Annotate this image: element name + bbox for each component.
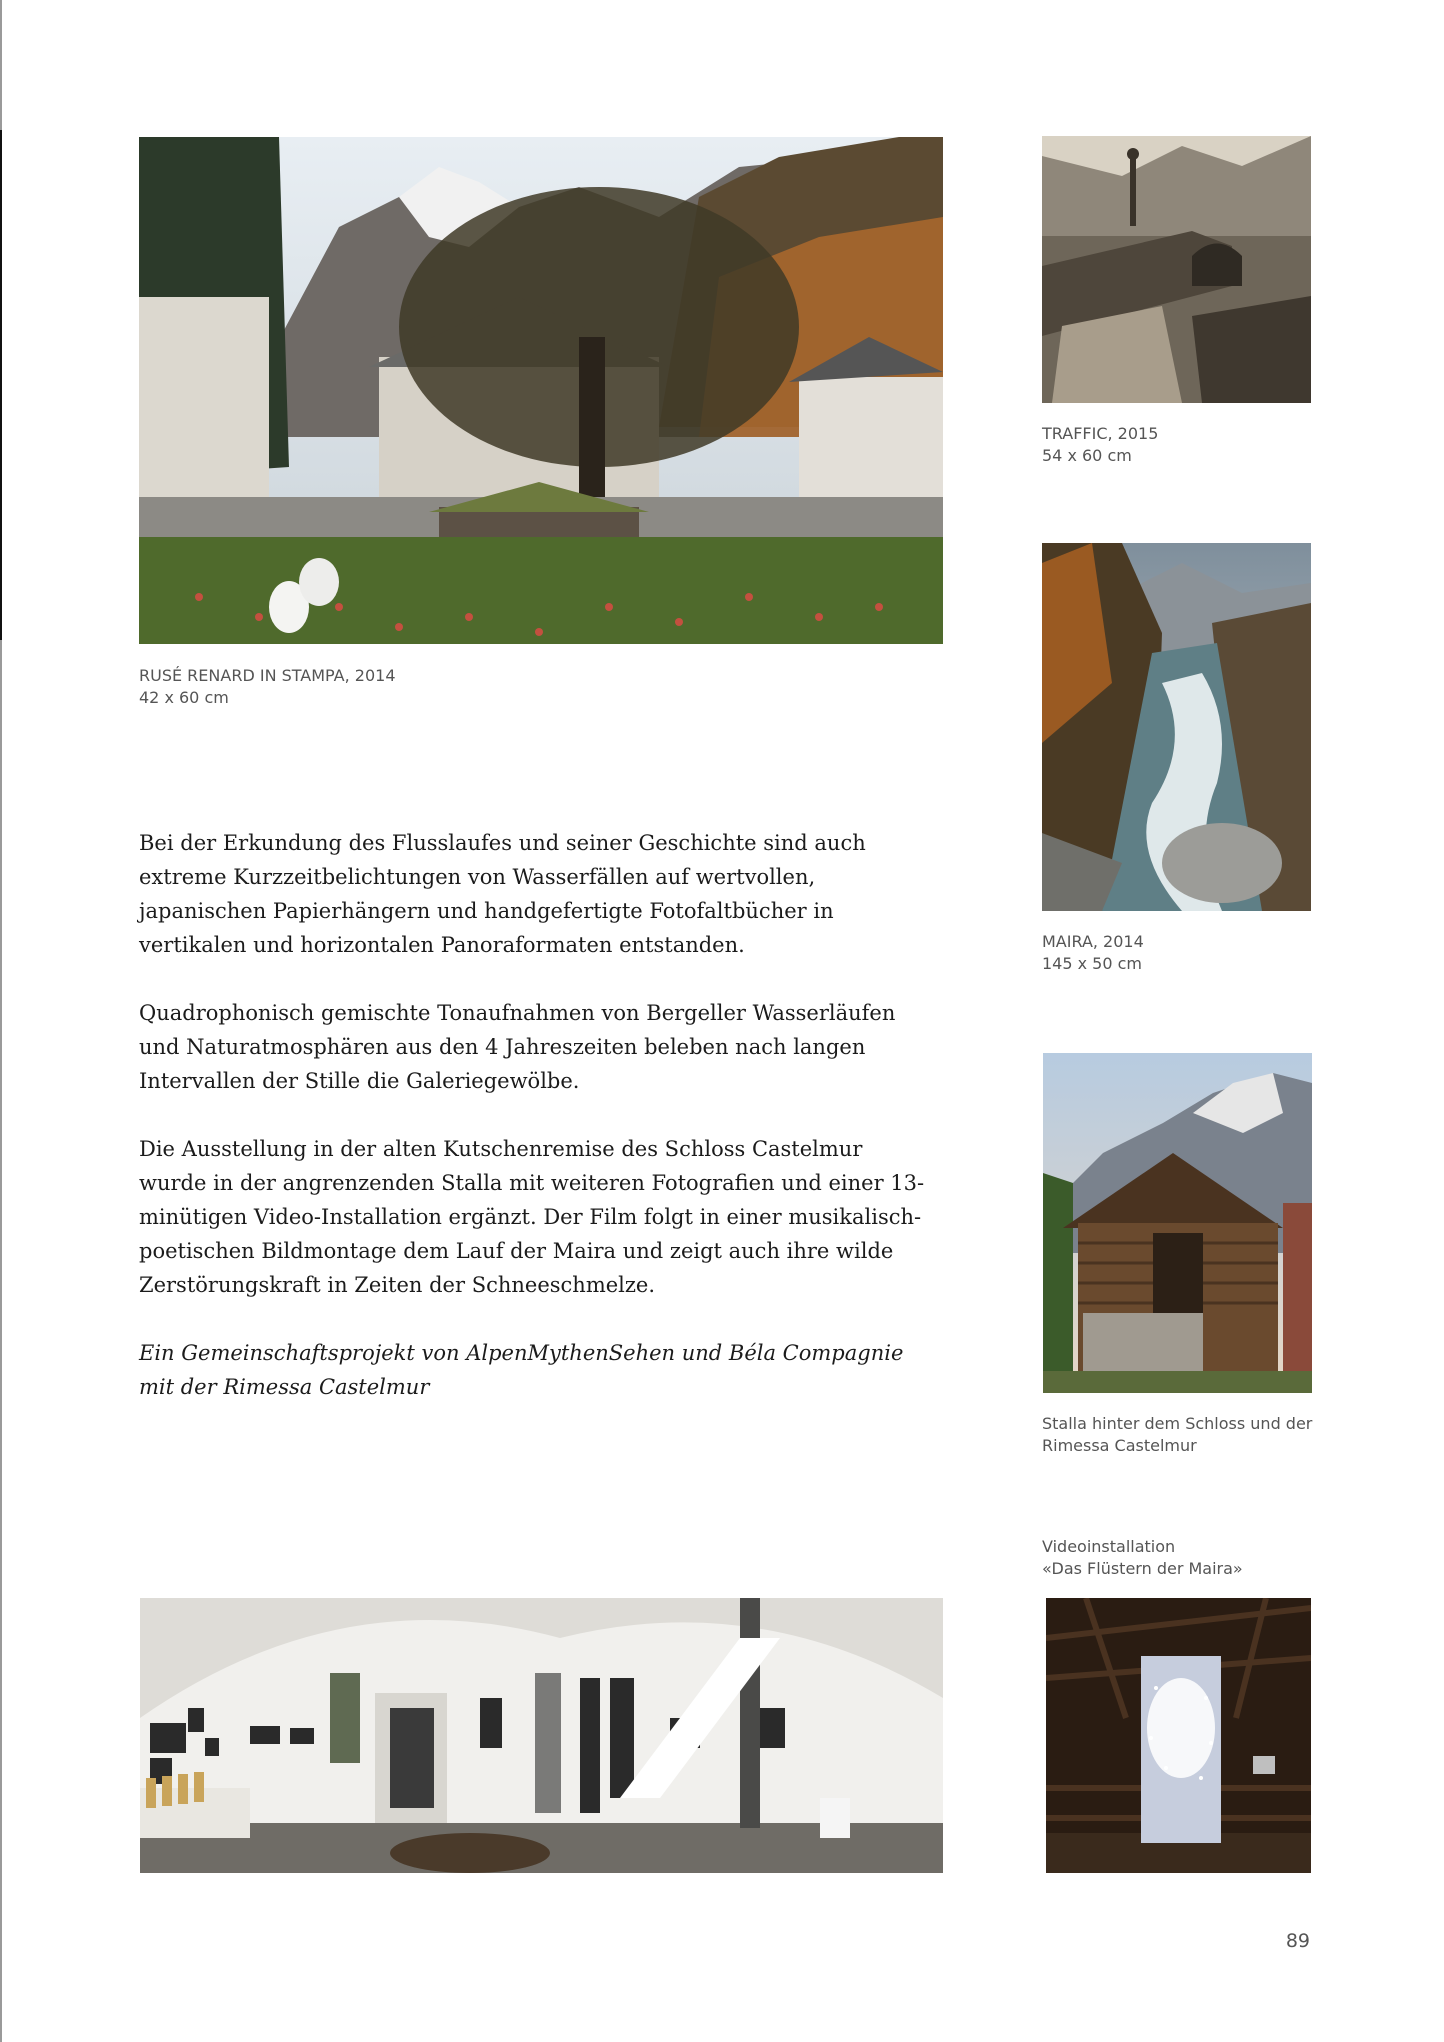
gallery-photo bbox=[140, 1598, 943, 1873]
village-photo-icon bbox=[139, 137, 943, 644]
page-number: 89 bbox=[1285, 1930, 1310, 1952]
gallery-panorama-photo-icon bbox=[140, 1598, 943, 1873]
page-edge-mark bbox=[0, 130, 2, 640]
maira-caption-title: MAIRA, 2014 bbox=[1042, 932, 1144, 951]
credit-line-2: mit der Rimessa Castelmur bbox=[139, 1375, 430, 1399]
traffic-caption bbox=[1042, 423, 1302, 467]
village-caption-title: RUSÉ RENARD IN STAMPA, 2014 bbox=[139, 666, 396, 685]
traffic-caption-title: TRAFFIC, 2015 bbox=[1042, 424, 1159, 443]
paragraph-exhibition: Die Ausstellung in der alten Kutschenremise des Schloss Castelmur wurde in der angrenzenden Stalla mit weiteren Fotografien und einer 13-minütigen Video-Installation ergänzt. Der Film folgt in einer musikalisch-poetischen Bildmontage dem Lauf der Maira und zeigt auch ihre wilde Zerstörungskraft in Zeiten der Schneeschmelze. bbox=[139, 1137, 925, 1297]
village-caption bbox=[139, 665, 639, 709]
barn-photo-icon bbox=[1043, 1053, 1312, 1393]
stalla-photo bbox=[1043, 1053, 1312, 1393]
video-caption bbox=[1042, 1536, 1322, 1580]
credit-line-1: Ein Gemeinschaftsprojekt von AlpenMythenSehen und Béla Compagnie bbox=[139, 1341, 904, 1365]
video-caption-line2: «Das Flüstern der Maira» bbox=[1042, 1559, 1243, 1578]
stalla-caption-line1: Stalla hinter dem Schloss und der bbox=[1042, 1414, 1313, 1433]
stalla-caption bbox=[1042, 1413, 1322, 1457]
sepia-bridge-photo-icon bbox=[1042, 136, 1311, 403]
paragraph-credit bbox=[139, 1336, 929, 1404]
video-photo bbox=[1046, 1598, 1311, 1873]
maira-caption bbox=[1042, 931, 1302, 975]
village-photo bbox=[139, 137, 943, 644]
traffic-photo bbox=[1042, 136, 1311, 403]
traffic-caption-size: 54 x 60 cm bbox=[1042, 446, 1132, 465]
video-installation-photo-icon bbox=[1046, 1598, 1311, 1873]
stalla-caption-line2: Rimessa Castelmur bbox=[1042, 1436, 1197, 1455]
paragraph-exploration: Bei der Erkundung des Flusslaufes und seiner Geschichte sind auch extreme Kurzzeitbelichtungen von Wasserfällen auf wertvollen, japanischen Papierhängern und handgefertigte Fotofaltbücher in vertikalen und horizontalen Panoraformaten entstanden. bbox=[139, 831, 866, 957]
body-text bbox=[139, 826, 929, 1438]
river-photo-icon bbox=[1042, 543, 1311, 911]
paragraph-sound: Quadrophonisch gemischte Tonaufnahmen von Bergeller Wasserläufen und Naturatmosphären aus den 4 Jahreszeiten beleben nach langen Intervallen der Stille die Galeriegewölbe. bbox=[139, 1001, 896, 1093]
video-caption-line1: Videoinstallation bbox=[1042, 1537, 1176, 1556]
maira-photo bbox=[1042, 543, 1311, 911]
village-caption-size: 42 x 60 cm bbox=[139, 688, 229, 707]
maira-caption-size: 145 x 50 cm bbox=[1042, 954, 1143, 973]
